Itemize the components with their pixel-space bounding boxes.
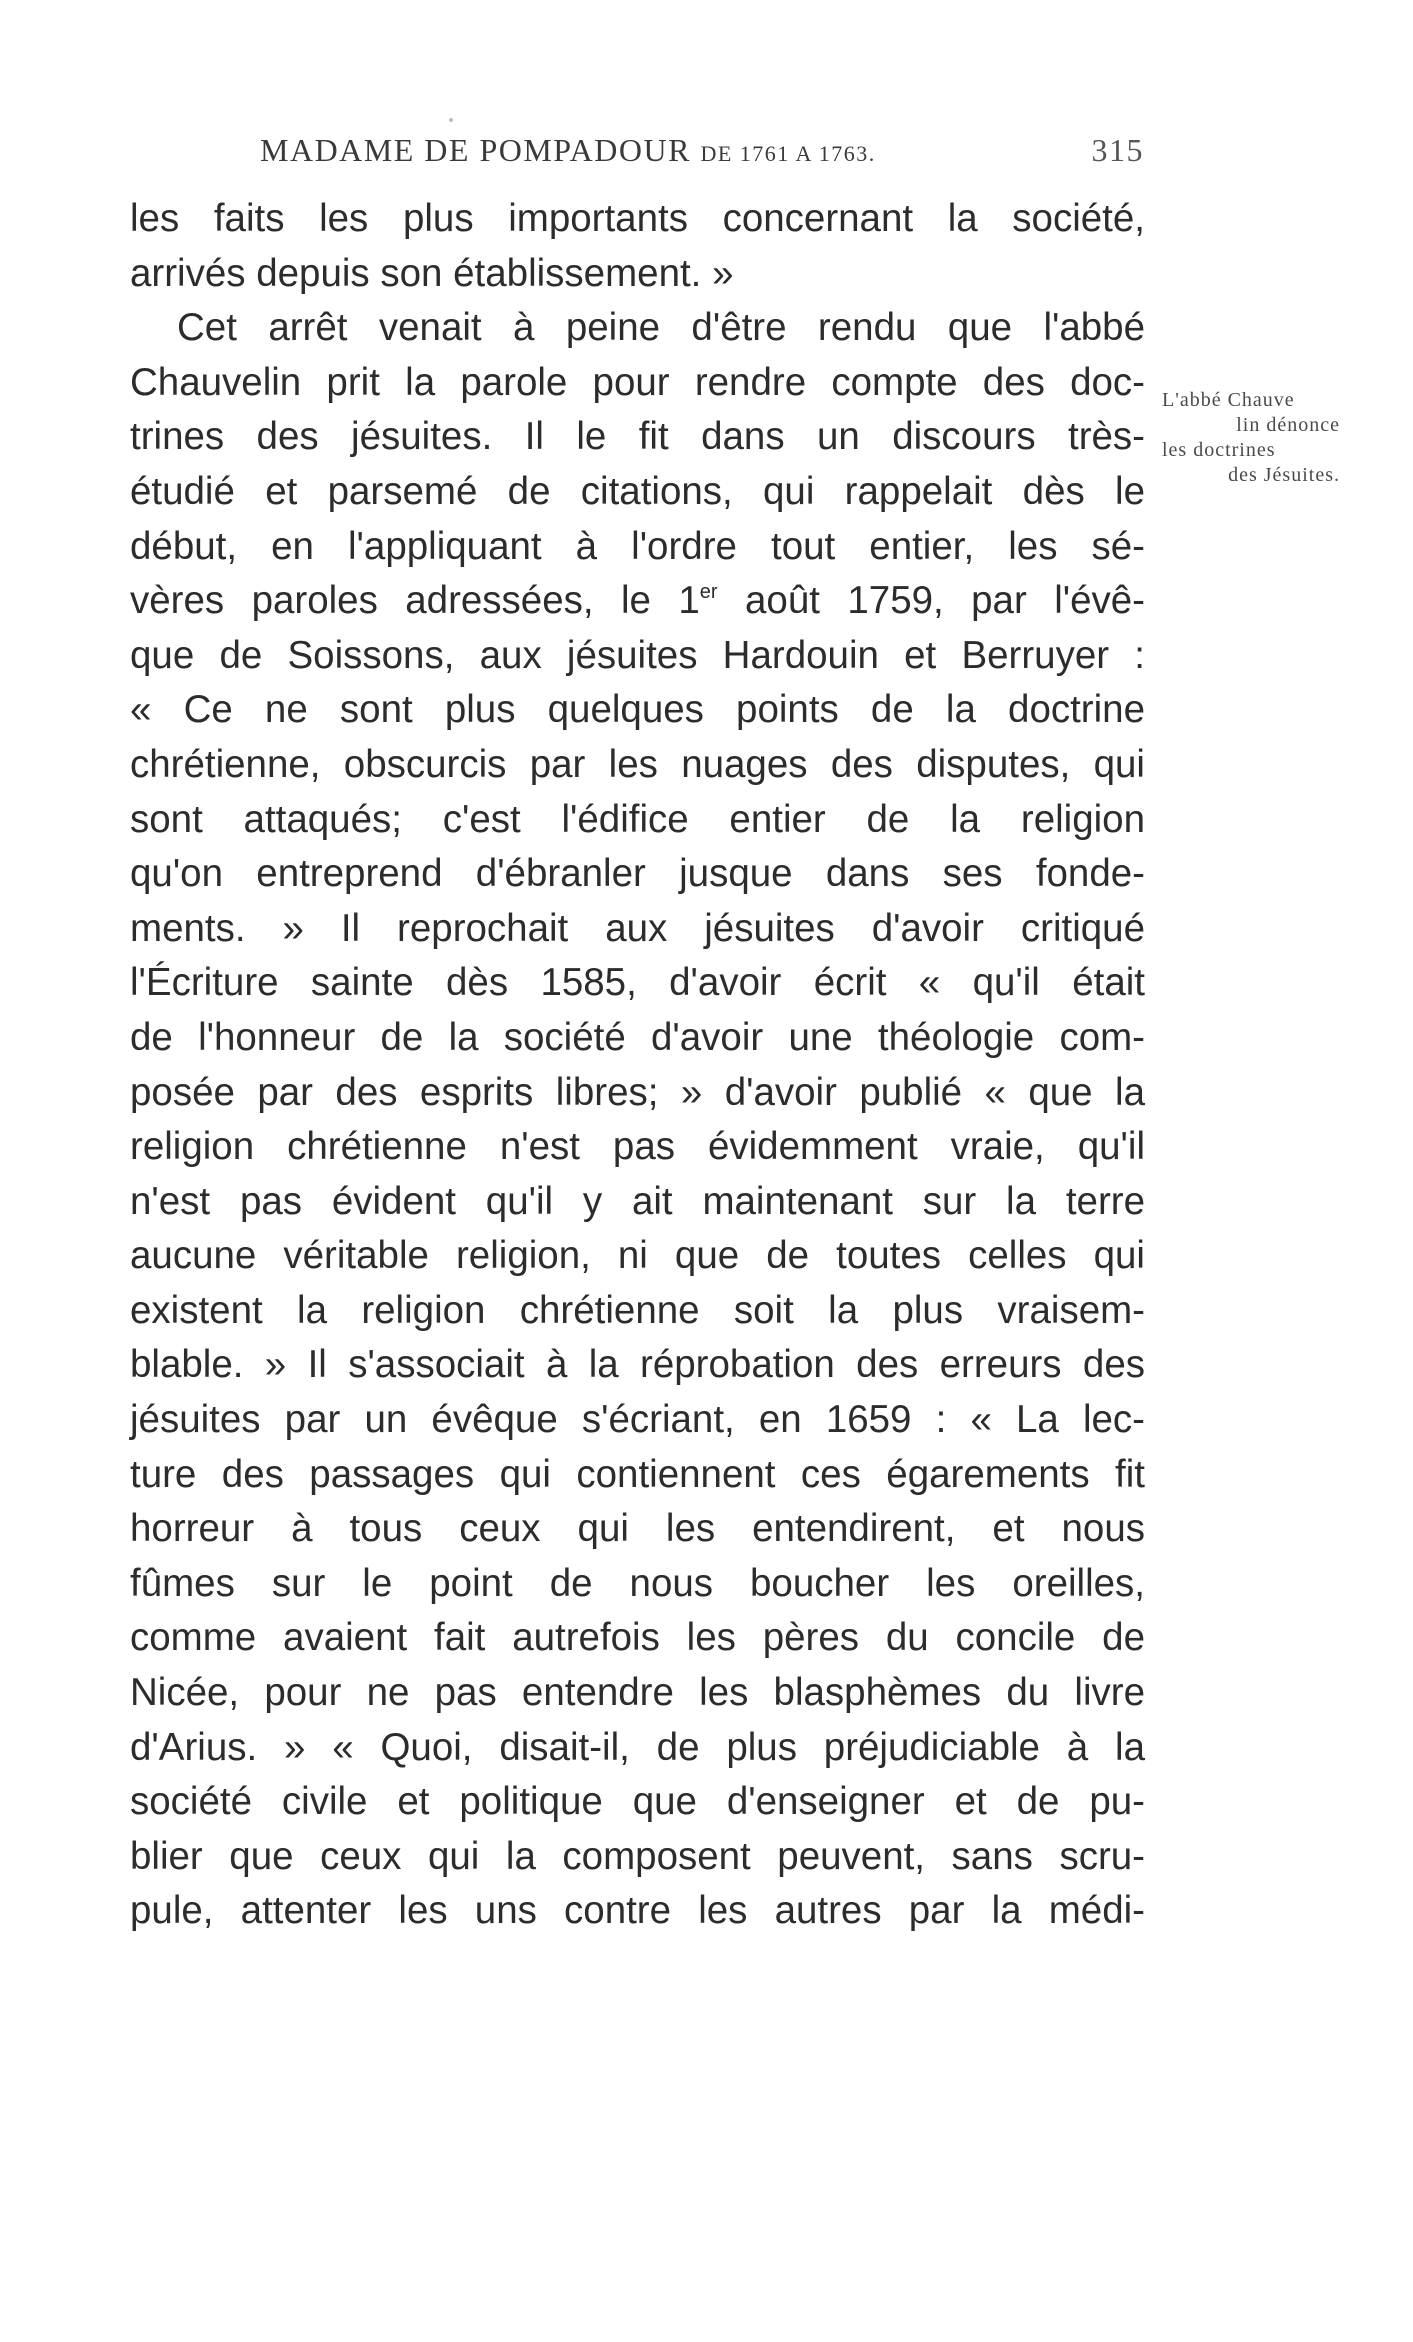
text-line: n'est pas évident qu'il y ait maintenant sur la terre <box>130 1179 1145 1223</box>
margin-note-line: les doctrines <box>1162 439 1276 461</box>
text-line: existent la religion chrétienne soit la plus vraisem- <box>130 1288 1145 1332</box>
text-line: Cet arrêt venait à peine d'être rendu que l'abbé <box>177 306 1145 350</box>
text-line: comme avaient fait autrefois les pères du concile de <box>130 1616 1145 1660</box>
text-line: sont attaqués; c'est l'édifice entier de la religion <box>130 797 1145 841</box>
text-line: d'Arius. » « Quoi, disait-il, de plus préjudiciable à la <box>130 1725 1145 1769</box>
text-line: horreur à tous ceux qui les entendirent, et nous <box>130 1507 1145 1551</box>
running-title-main: MADAME DE POMPADOUR <box>260 132 691 168</box>
text-line: « Ce ne sont plus quelques points de la doctrine <box>130 688 1145 732</box>
text-line: qu'on entreprend d'ébranler jusque dans ses fonde- <box>130 852 1145 896</box>
print-speck <box>449 118 453 122</box>
text-line: trines des jésuites. Il le fit dans un discours très- <box>130 415 1145 459</box>
text-line: fûmes sur le point de nous boucher les oreilles, <box>130 1561 1145 1605</box>
ordinal-superscript: er <box>699 581 718 604</box>
text-line: début, en l'appliquant à l'ordre tout entier, les sé- <box>130 524 1145 568</box>
text-line: Nicée, pour ne pas entendre les blasphèmes du livre <box>130 1671 1145 1715</box>
running-header <box>260 132 1144 176</box>
running-title <box>260 132 876 169</box>
text-line: ments. » Il reprochait aux jésuites d'avoir critiqué <box>130 906 1145 950</box>
text-line: chrétienne, obscurcis par les nuages des disputes, qui <box>130 742 1145 786</box>
text-line: de l'honneur de la société d'avoir une théologie com- <box>130 1015 1145 1059</box>
margin-note-line: L'abbé Chauve <box>1162 389 1295 411</box>
text-line: l'Écriture sainte dès 1585, d'avoir écrit « qu'il était <box>130 961 1145 1005</box>
running-title-dates: DE 1761 A 1763. <box>700 141 876 166</box>
text-segment: août 1759, par l'évê- <box>717 579 1145 623</box>
text-segment: vères paroles adressées, le 1 <box>130 579 700 623</box>
margin-note-line: lin dénonce <box>1236 414 1340 436</box>
text-line: blier que ceux qui la composent peuvent, sans scru- <box>130 1834 1145 1878</box>
text-line: ture des passages qui contiennent ces égarements fit <box>130 1452 1145 1496</box>
margin-note-line: des Jésuites. <box>1228 464 1340 486</box>
text-line: société civile et politique que d'enseigner et de pu- <box>130 1780 1145 1824</box>
page-number: 315 <box>1091 132 1144 168</box>
text-line: Chauvelin prit la parole pour rendre compte des doc- <box>130 360 1145 404</box>
text-line: posée par des esprits libres; » d'avoir publié « que la <box>130 1070 1145 1114</box>
text-line: les faits les plus importants concernant la société, <box>130 197 1145 240</box>
text-line: pule, attenter les uns contre les autres par la médi- <box>130 1889 1145 1933</box>
text-line: religion chrétienne n'est pas évidemment vraie, qu'il <box>130 1125 1145 1169</box>
text-line: blable. » Il s'associait à la réprobation des erreurs des <box>130 1343 1145 1387</box>
text-line: jésuites par un évêque s'écriant, en 1659 : « La lec- <box>130 1398 1145 1442</box>
body-text <box>130 192 1145 1939</box>
text-line: que de Soissons, aux jésuites Hardouin et Berruyer : <box>130 633 1145 677</box>
margin-note <box>1162 388 1340 488</box>
text-line: arrivés depuis son établissement. » <box>130 251 734 295</box>
text-line: aucune véritable religion, ni que de toutes celles qui <box>130 1234 1145 1278</box>
text-line: étudié et parsemé de citations, qui rappelait dès le <box>130 469 1145 513</box>
text-line <box>130 574 1145 629</box>
